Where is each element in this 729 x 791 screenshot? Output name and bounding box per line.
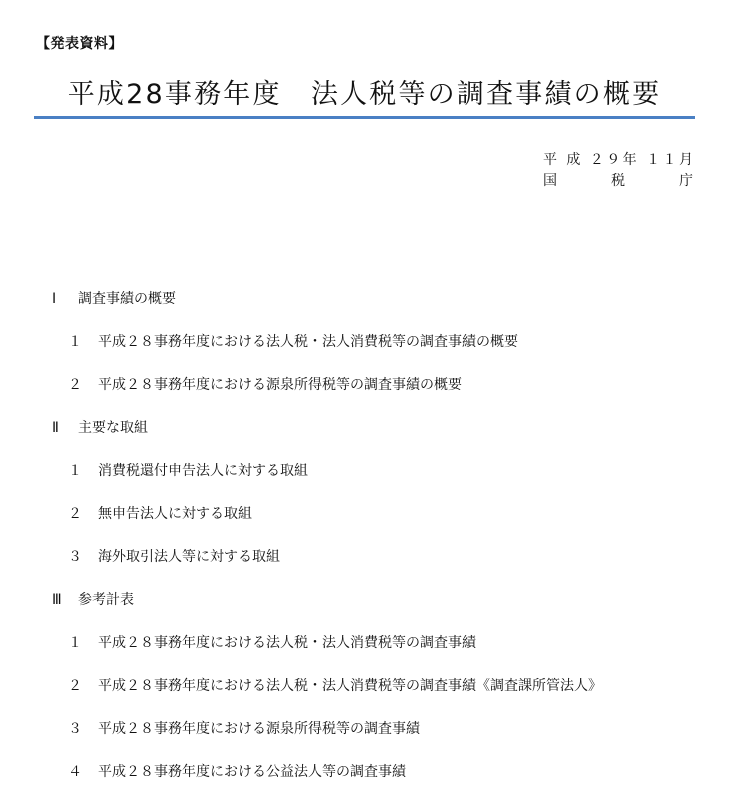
toc-item-number: １ [68, 635, 82, 651]
toc-item-number: ３ [68, 721, 82, 737]
toc-item-3-1[interactable] [68, 634, 476, 652]
toc-item-label: 消費税還付申告法人に対する取組 [98, 463, 308, 479]
toc-item-number: ２ [68, 377, 82, 393]
press-release-tag: 【発表資料】 [36, 36, 123, 52]
toc-item-1-1[interactable] [68, 333, 518, 351]
toc-section-2[interactable] [52, 419, 148, 437]
document-title: 平成28事務年度 法人税等の調査事績の概要 [67, 79, 662, 110]
toc-item-2-1[interactable] [68, 462, 308, 480]
toc-item-number: １ [68, 334, 82, 350]
toc-item-2-2[interactable] [68, 505, 252, 523]
toc-item-number: ３ [68, 549, 82, 565]
toc-section-label: 調査事績の概要 [78, 291, 176, 307]
toc-item-label: 平成２８事務年度における法人税・法人消費税等の調査事績《調査課所管法人》 [98, 678, 602, 694]
toc-item-label: 平成２８事務年度における源泉所得税等の調査事績 [98, 721, 420, 737]
toc-item-number: ４ [68, 764, 82, 780]
toc-item-label: 無申告法人に対する取組 [98, 506, 252, 522]
toc-item-number: ２ [68, 506, 82, 522]
issue-info [543, 150, 693, 192]
toc-item-label: 平成２８事務年度における法人税・法人消費税等の調査事績 [98, 635, 476, 651]
issuer-name: 国 税 庁 [543, 173, 693, 189]
toc-section-number: Ⅲ [52, 592, 62, 608]
toc-item-3-4[interactable] [68, 763, 406, 781]
title-underline [34, 116, 695, 119]
toc-section-3[interactable] [52, 591, 134, 609]
toc-item-2-3[interactable] [68, 548, 280, 566]
toc-item-label: 平成２８事務年度における法人税・法人消費税等の調査事績の概要 [98, 334, 518, 350]
toc-item-label: 海外取引法人等に対する取組 [98, 549, 280, 565]
toc-item-label: 平成２８事務年度における公益法人等の調査事績 [98, 764, 406, 780]
toc-section-number: Ⅰ [52, 291, 57, 307]
toc-item-number: １ [68, 463, 82, 479]
toc-section-label: 主要な取組 [78, 420, 148, 436]
toc-item-1-2[interactable] [68, 376, 462, 394]
issue-date: 平 成 ２９年 １１月 [543, 152, 693, 168]
toc-item-3-2[interactable] [68, 677, 602, 695]
toc-section-1[interactable] [52, 290, 176, 308]
toc-section-label: 参考計表 [78, 592, 134, 608]
toc-section-number: Ⅱ [52, 420, 59, 436]
toc-item-label: 平成２８事務年度における源泉所得税等の調査事績の概要 [98, 377, 462, 393]
toc-item-3-3[interactable] [68, 720, 420, 738]
toc-item-number: ２ [68, 678, 82, 694]
